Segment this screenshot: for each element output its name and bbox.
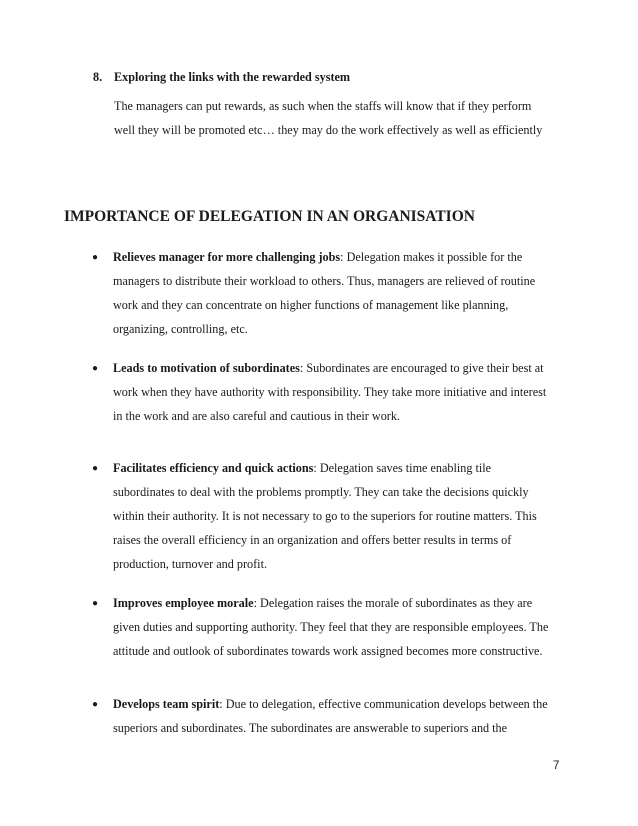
bullet-text: : Delegation saves time enabling tile (313, 461, 492, 475)
bullet-text-line: within their authority. It is not necessary to go to the superiors for routine matters. This (113, 509, 537, 523)
bullet-text-line: given duties and supporting authority. They feel that they are responsible employees. The (113, 620, 549, 634)
item-heading: Exploring the links with the rewarded system (114, 70, 351, 84)
bullet-text-line: attitude and outlook of subordinates towards work assigned becomes more constructive. (113, 644, 543, 658)
bullet-text-line: work and they can concentrate on higher functions of management like planning, (113, 298, 509, 312)
bullet-lead: Relieves manager for more challenging jobs (113, 250, 341, 264)
bullet-first-line (113, 461, 491, 476)
bullet-dot-icon: ● (92, 463, 99, 474)
item-text-line: The managers can put rewards, as such when the staffs will know that if they perform (114, 99, 532, 113)
bullet-text: : Delegation makes it possible for the (340, 250, 523, 264)
bullet-first-line (113, 361, 544, 376)
bullet-lead: Improves employee morale (113, 596, 254, 610)
bullet-text-line: production, turnover and profit. (113, 557, 267, 571)
bullet-first-line (113, 596, 532, 611)
bullet-lead: Develops team spirit (113, 697, 220, 711)
bullet-dot-icon: ● (92, 598, 99, 609)
item-text-line: well they will be promoted etc… they may do the work effectively as well as efficiently (114, 123, 543, 137)
bullet-text: : Subordinates are encouraged to give their best at (299, 361, 544, 375)
bullet-first-line (113, 250, 522, 265)
bullet-dot-icon: ● (92, 699, 99, 710)
bullet-dot-icon: ● (92, 252, 99, 263)
bullet-text-line: superiors and subordinates. The subordinates are answerable to superiors and the (113, 721, 508, 735)
bullet-lead: Facilitates efficiency and quick actions (113, 461, 314, 475)
section-title: IMPORTANCE OF DELEGATION IN AN ORGANISATION (64, 208, 475, 225)
bullet-text-line: raises the overall efficiency in an organization and offers better results in terms of (113, 533, 512, 547)
bullet-text-line: organizing, controlling, etc. (113, 322, 248, 336)
bullet-text-line: work when they have authority with responsibility. They take more initiative and interest (113, 385, 547, 399)
item-number: 8. (93, 70, 103, 84)
bullet-text-line: subordinates to deal with the problems promptly. They can take the decisions quickly (113, 485, 529, 499)
bullet-lead: Leads to motivation of subordinates (113, 361, 300, 375)
page-number: 7 (553, 760, 560, 772)
bullet-dot-icon: ● (92, 363, 99, 374)
bullet-text-line: managers to distribute their workload to others. Thus, managers are relieved of routine (113, 274, 536, 288)
bullet-text: : Due to delegation, effective communication develops between the (219, 697, 548, 711)
bullet-text-line: in the work and are also careful and cautious in their work. (113, 409, 400, 423)
bullet-first-line (113, 697, 548, 712)
bullet-text: : Delegation raises the morale of subordinates as they are (253, 596, 533, 610)
